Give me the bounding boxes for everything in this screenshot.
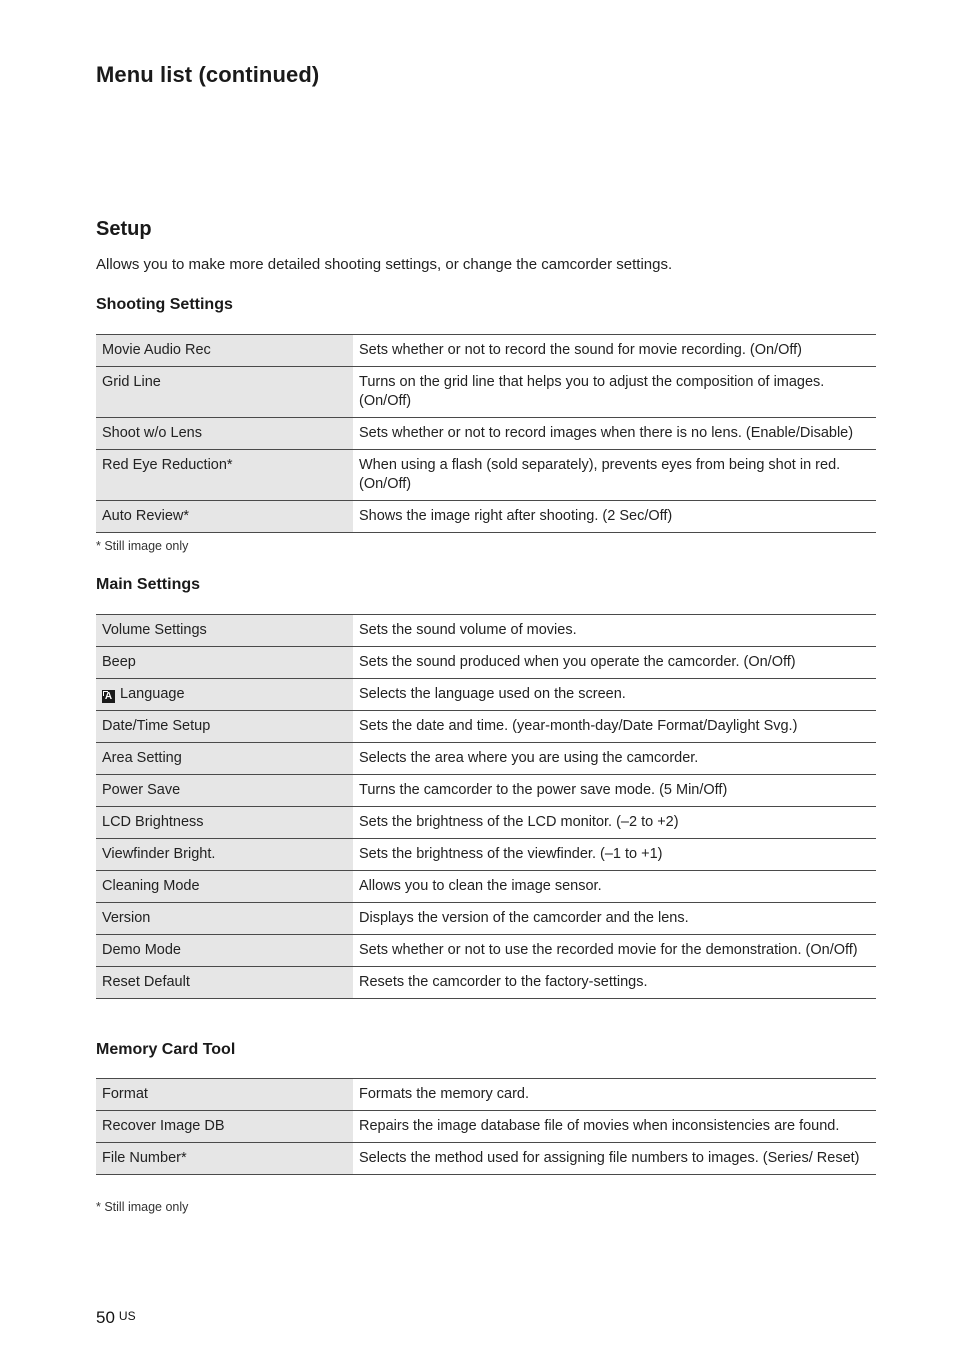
page-number: [96, 1308, 136, 1328]
menu-item-description: When using a flash (sold separately), prevents eyes from being shot in red. (On/Off): [353, 450, 876, 501]
menu-item-name: Cleaning Mode: [96, 871, 353, 903]
menu-item-name: Red Eye Reduction*: [96, 450, 353, 501]
menu-item-description: Sets whether or not to record images when there is no lens. (Enable/Disable): [353, 418, 876, 450]
table-row: [96, 1143, 876, 1175]
menu-item-description: Shows the image right after shooting. (2 Sec/Off): [353, 501, 876, 533]
menu-item-description: Selects the area where you are using the camcorder.: [353, 743, 876, 775]
menu-item-language: [96, 679, 353, 711]
table-row: [96, 871, 876, 903]
menu-item-description: Sets the sound produced when you operate the camcorder. (On/Off): [353, 647, 876, 679]
menu-item-description: Formats the memory card.: [353, 1079, 876, 1111]
table-row: [96, 967, 876, 999]
menu-item-name: Format: [96, 1079, 353, 1111]
table-row: [96, 418, 876, 450]
section-title-setup: Setup: [96, 218, 152, 240]
menu-item-name: File Number*: [96, 1143, 353, 1175]
menu-item-name: Grid Line: [96, 367, 353, 418]
menu-item-name: Recover Image DB: [96, 1111, 353, 1143]
menu-item-description: Turns on the grid line that helps you to adjust the composition of images. (On/Off): [353, 367, 876, 418]
menu-item-description: Selects the method used for assigning file numbers to images. (Series/ Reset): [353, 1143, 876, 1175]
language-icon: A: [102, 690, 115, 703]
menu-item-description: Sets the brightness of the viewfinder. (–1 to +1): [353, 839, 876, 871]
table-row: [96, 839, 876, 871]
page-number-value: 50: [96, 1308, 115, 1327]
menu-item-name: Shoot w/o Lens: [96, 418, 353, 450]
table-row: [96, 935, 876, 967]
menu-item-name: Version: [96, 903, 353, 935]
menu-item-description: Turns the camcorder to the power save mode. (5 Min/Off): [353, 775, 876, 807]
menu-item-description: Sets the brightness of the LCD monitor. (–2 to +2): [353, 807, 876, 839]
menu-item-description: Selects the language used on the screen.: [353, 679, 876, 711]
menu-item-name: Area Setting: [96, 743, 353, 775]
menu-item-description: Allows you to clean the image sensor.: [353, 871, 876, 903]
subheading-memory-card-tool: Memory Card Tool: [96, 1041, 236, 1058]
table-row: [96, 501, 876, 533]
table-row: [96, 807, 876, 839]
menu-item-name: Date/Time Setup: [96, 711, 353, 743]
menu-item-description: Sets the sound volume of movies.: [353, 615, 876, 647]
menu-item-name: Beep: [96, 647, 353, 679]
main-settings-table: [96, 614, 876, 999]
menu-item-description: Sets whether or not to use the recorded movie for the demonstration. (On/Off): [353, 935, 876, 967]
menu-item-description: Resets the camcorder to the factory-settings.: [353, 967, 876, 999]
menu-item-description: Repairs the image database file of movies when inconsistencies are found.: [353, 1111, 876, 1143]
footnote-still-image: * Still image only: [96, 539, 189, 553]
subheading-shooting-settings: Shooting Settings: [96, 296, 233, 313]
region-code: US: [118, 1309, 136, 1323]
table-row: [96, 1111, 876, 1143]
menu-item-name: Viewfinder Bright.: [96, 839, 353, 871]
setup-intro: Allows you to make more detailed shooting settings, or change the camcorder settings.: [96, 256, 673, 273]
menu-item-name: Language: [120, 686, 185, 702]
menu-item-name: Volume Settings: [96, 615, 353, 647]
menu-item-description: Sets the date and time. (year-month-day/Date Format/Daylight Svg.): [353, 711, 876, 743]
table-row: [96, 743, 876, 775]
menu-item-description: Displays the version of the camcorder and the lens.: [353, 903, 876, 935]
menu-item-description: Sets whether or not to record the sound for movie recording. (On/Off): [353, 335, 876, 367]
menu-item-name: Reset Default: [96, 967, 353, 999]
table-row: [96, 450, 876, 501]
table-row: [96, 1079, 876, 1111]
menu-item-name: Movie Audio Rec: [96, 335, 353, 367]
table-row: [96, 679, 876, 711]
menu-item-name: Demo Mode: [96, 935, 353, 967]
table-row: [96, 711, 876, 743]
table-row: [96, 903, 876, 935]
memory-card-tool-table: [96, 1078, 876, 1175]
table-row: [96, 367, 876, 418]
footnote-still-image: * Still image only: [96, 1200, 189, 1214]
table-row: [96, 335, 876, 367]
table-row: [96, 775, 876, 807]
subheading-main-settings: Main Settings: [96, 576, 201, 593]
menu-item-name: LCD Brightness: [96, 807, 353, 839]
table-row: [96, 615, 876, 647]
menu-item-name: Auto Review*: [96, 501, 353, 533]
table-row: [96, 647, 876, 679]
page-title: Menu list (continued): [96, 62, 320, 87]
shooting-settings-table: [96, 334, 876, 533]
menu-item-name: Power Save: [96, 775, 353, 807]
